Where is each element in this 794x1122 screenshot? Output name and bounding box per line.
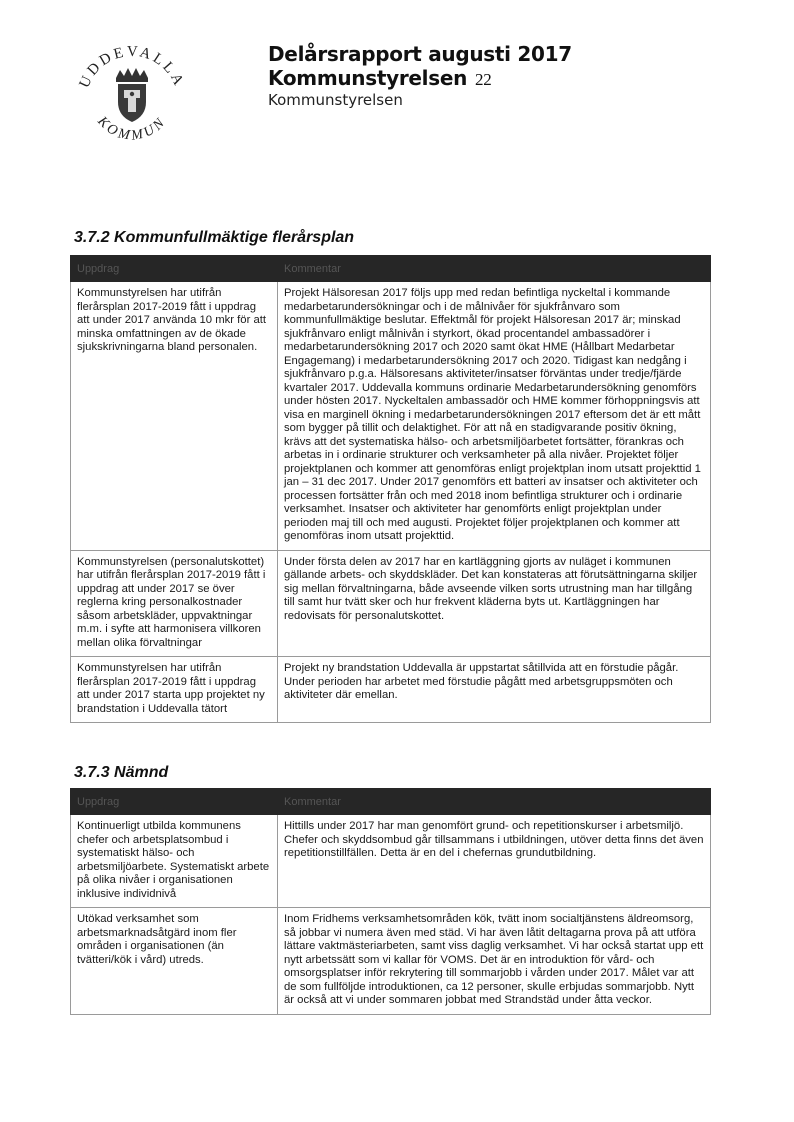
column-header-uppdrag: Uppdrag	[71, 789, 278, 815]
page-number: 22	[475, 70, 492, 89]
table-row	[71, 282, 711, 551]
uppdrag-text: Kommunstyrelsen har utifrån flerårsplan 2017-2019 fått i uppdrag att under 2017 använda 10 mkr för att minska omfattningen av de ökade sjukskrivningarna bland personalen.	[77, 287, 267, 353]
coat-of-arms-icon	[72, 40, 192, 160]
table-row	[71, 908, 711, 1015]
kommentar-cell	[278, 550, 711, 657]
column-header-kommentar: Kommentar	[278, 789, 711, 815]
section-heading-namnd: 3.7.3 Nämnd	[74, 764, 169, 781]
kf-flerarsplan-table	[70, 255, 711, 723]
kommentar-cell	[278, 908, 711, 1015]
section-heading-kf-flerarsplan: 3.7.2 Kommunfullmäktige flerårsplan	[74, 229, 355, 246]
logo-text-bottom: KOMMUN	[94, 114, 170, 144]
table-header-row	[71, 789, 711, 815]
table-row	[71, 550, 711, 657]
namnd-table	[70, 788, 711, 1015]
report-subtitle: Kommunstyrelsen	[268, 91, 403, 109]
kommentar-text: Under första delen av 2017 har en kartläggning gjorts av nuläget i kommunen gällande arbets- och skyddskläder. Det kan konstateras att förutsättningarna skiljer sig mellan förvaltningarna, både avseende vilken sorts utrustning man har tillgång till samt hur tvätt sker och hur frekvent kläderna byts ut. Kartläggningen har redovisats för personalutskottet.	[284, 555, 698, 622]
kommentar-text: Projekt ny brandstation Uddevalla är uppstartat såtillvida att en förstudie pågår. Under perioden har arbetet med förstudie pågått med arbetsgruppsmöten och aktiviteter där emellan.	[284, 662, 679, 701]
uppdrag-text: Kontinuerligt utbilda kommunens chefer och arbetsplatsombud i systematiskt hälso- och arbetsmiljöarbete. Systematiskt arbete på olika nivåer i organisationen inklusive individnivå	[77, 820, 270, 900]
uppdrag-cell	[71, 908, 278, 1015]
coat-of-arms-logo	[72, 40, 192, 160]
page-header	[268, 42, 748, 109]
kommentar-text: Inom Fridhems verksamhetsområden kök, tvätt inom socialtjänstens äldreomsorg, så jobbar vi numera även med städ. Vi har även låtit deltagarna prova på att utföra lättare vaktmästeriarbeten, samt viss daglig verksamhet. Vi har också startat upp ett nytt arbetssätt som vi kallar för VOMS. Det är en introduktion för vård- och omsorgsplatser inför rekrytering till sommarjobb i vården under 2017. Målet var att de som fullföljde introduktionen, ca 12 personer, skulle erbjudas sommarjobb. Nytt är också att vi under sommaren jobbat med Strandstäd under åtta veckor.	[284, 913, 704, 1006]
kommentar-text: Hittills under 2017 har man genomfört grund- och repetitionskurser i arbetsmiljö. Chefer och skyddsombud går tillsammans i utbildningen, utöver detta finns det även repetitionstillfällen. Detta är en del i chefernas grundutbildning.	[284, 820, 704, 859]
table-row	[71, 657, 711, 723]
report-title	[268, 42, 748, 90]
svg-text:UDDEVALLA	[77, 44, 188, 90]
kommentar-text: Projekt Hälsoresan 2017 följs upp med redan befintliga nyckeltal i kommande medarbetarundersökningar och i de målnivåer för sjukfrånvaro som kommunfullmäktige beslutar. Effektmål för projekt Hälsoresan 2017 är; minskad sjukfrånvaro enligt målnivån i styrkort, ökad procentandel ambassadörer i medarbetarundersökning 2017 och 2020 samt ökat HME (Hållbart Medarbetar Engagemang) i medarbetarundersökning 2017 och 2020. Tidigast kan nedgång i sjukfrånvaro p.g.a. Hälsoresans aktiviteter/insatser förväntas under tredje/fjärde kvartaler 2017. Uddevalla kommuns ordinarie Medarbetarundersökning genomförs under hösten 2017. Nyckeltalen ambassadör och HME kommer förhoppningsvis att visa en marginell ökning i medarbetarundersökningen 2017 eftersom det är ett mått som bygger på tillit och delaktighet. För att nå en stadigvarande positiv ökning, krävs att det systematiska hälso- och arbetsmiljöarbetet fortsätter, förankras och arbetas in i ordinarie strukturer och verksamheter på alla nivåer. Projektet följer projektplanen och kommer att genomföras enligt projektplan inom utsatt projekttid 1 jan – 31 dec 2017. Under 2017 genomförs ett batteri av insatser och aktiviteter och processen fortsätter från och med 2018 inom befintliga strukturer och i ordinarie verksamhet. Insatser och aktiviteter har genomförts enligt projektplan under perioden maj till och med augusti. Projektet följer projektplanen och kommer att genomföras inom utsatt projekttid.	[284, 287, 701, 542]
table-row	[71, 815, 711, 908]
logo-text-top: UDDEVALLA	[76, 43, 188, 91]
uppdrag-text: Kommunstyrelsen (personalutskottet) har utifrån flerårsplan 2017-2019 fått i uppdrag att under 2017 se över reglerna kring personalkostnader såsom arbetskläder, uppvaktningar m.m. i syfte att harmonisera villkoren mellan olika förvaltningar	[77, 555, 266, 649]
table-header-row	[71, 256, 711, 282]
kommentar-cell	[278, 657, 711, 723]
kommentar-cell	[278, 815, 711, 908]
uppdrag-cell	[71, 815, 278, 908]
uppdrag-text: Kommunstyrelsen har utifrån flerårsplan 2017-2019 fått i uppdrag att under 2017 starta upp projektet ny brandstation i Uddevalla tätort	[77, 662, 265, 715]
uppdrag-text: Utökad verksamhet som arbetsmarknadsåtgärd inom fler områden i organisationen (än tvätteri/kök i vård) utreds.	[77, 913, 237, 966]
kommentar-cell	[278, 282, 711, 551]
column-header-kommentar: Kommentar	[278, 256, 711, 282]
report-title-text: Delårsrapport augusti 2017 Kommunstyrelsen	[268, 42, 572, 90]
uppdrag-cell	[71, 657, 278, 723]
column-header-uppdrag: Uppdrag	[71, 256, 278, 282]
uppdrag-cell	[71, 282, 278, 551]
uppdrag-cell	[71, 550, 278, 657]
